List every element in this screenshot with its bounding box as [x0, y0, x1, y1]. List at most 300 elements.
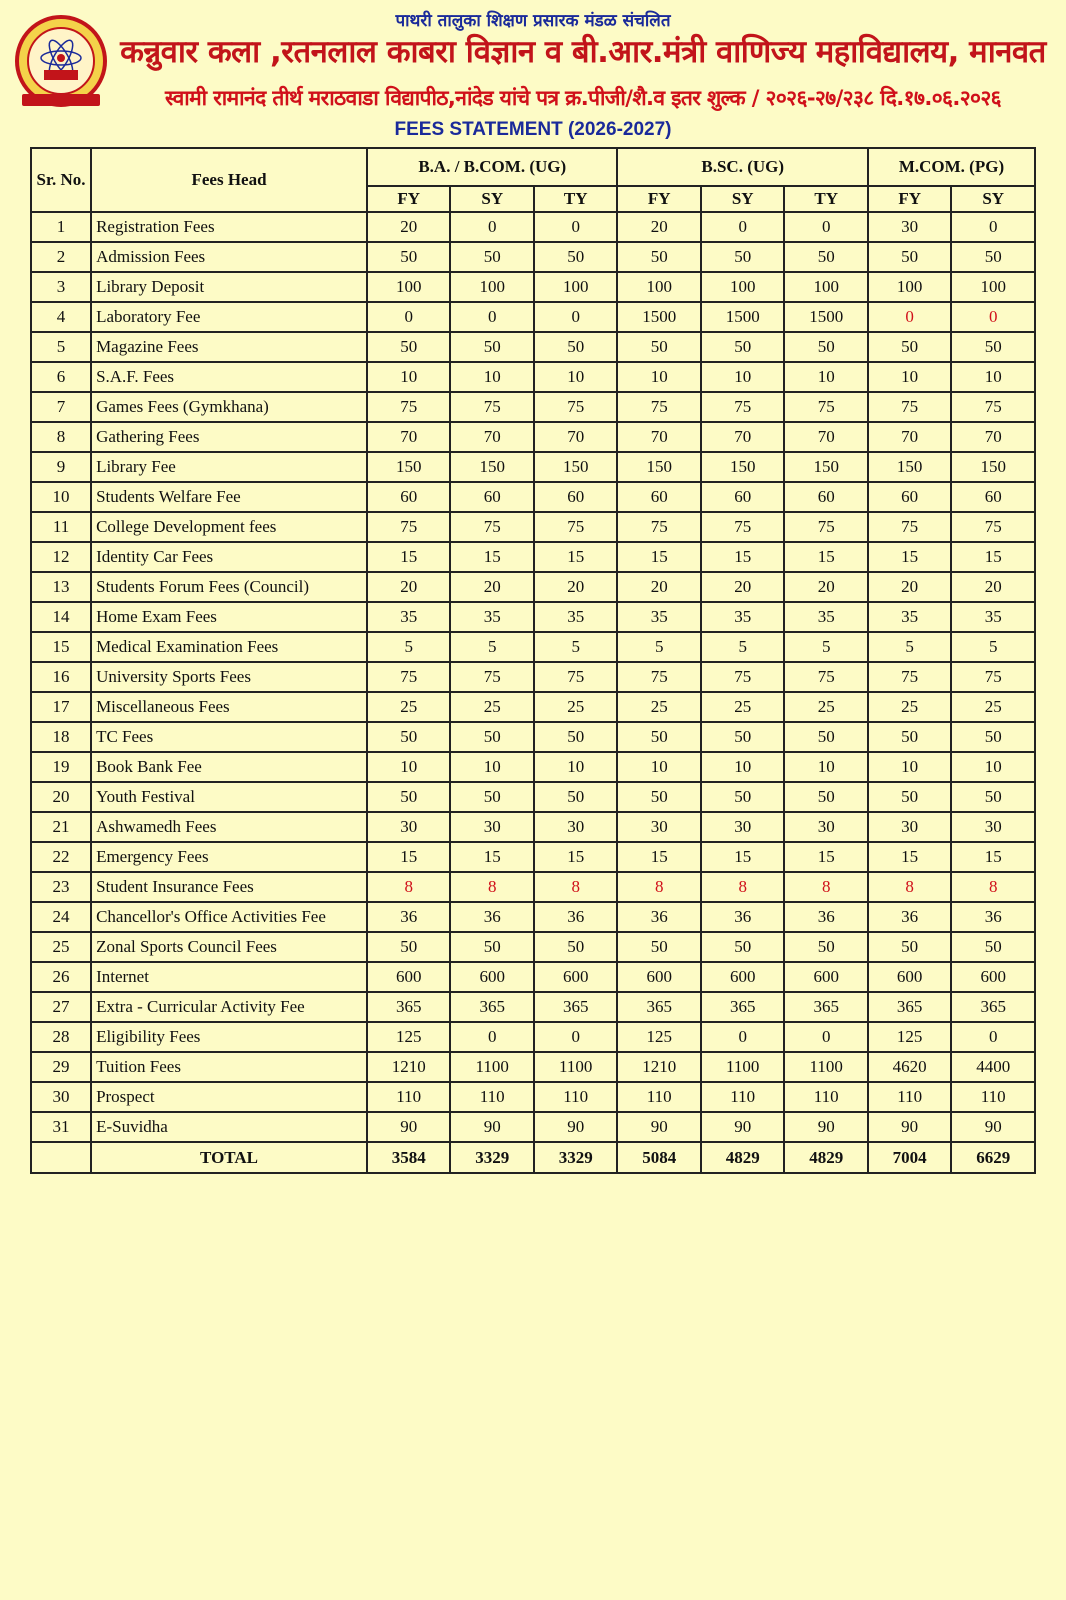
table-row — [31, 662, 1035, 692]
fee-value-cell: 15 — [617, 542, 700, 572]
fee-value-cell: 75 — [450, 512, 533, 542]
fee-value-cell: 8 — [868, 872, 951, 902]
fee-value-cell: 8 — [367, 872, 450, 902]
fee-value-cell: 10 — [450, 362, 533, 392]
fee-value-cell: 50 — [534, 242, 618, 272]
fee-value-cell: 90 — [951, 1112, 1035, 1142]
fee-value-cell: 35 — [450, 602, 533, 632]
fee-value-cell: 10 — [367, 752, 450, 782]
fee-value-cell: 10 — [367, 362, 450, 392]
table-row — [31, 812, 1035, 842]
fee-value-cell: 20 — [784, 572, 867, 602]
fee-value-cell: 90 — [450, 1112, 533, 1142]
header-year: FY — [868, 186, 951, 212]
fee-value-cell: 0 — [951, 302, 1035, 332]
fee-value-cell: 50 — [868, 242, 951, 272]
sr-no-cell: 23 — [31, 872, 91, 902]
fee-value-cell: 0 — [784, 212, 867, 242]
fee-value-cell: 50 — [951, 332, 1035, 362]
table-row — [31, 212, 1035, 242]
table-row — [31, 992, 1035, 1022]
table-row — [31, 782, 1035, 812]
fee-value-cell: 8 — [951, 872, 1035, 902]
sr-no-cell: 29 — [31, 1052, 91, 1082]
fee-value-cell: 70 — [951, 422, 1035, 452]
fee-value-cell: 110 — [617, 1082, 700, 1112]
fee-value-cell: 70 — [534, 422, 618, 452]
total-value: 6629 — [951, 1142, 1035, 1173]
fee-value-cell: 75 — [617, 512, 700, 542]
society-name: पाथरी तालुका शिक्षण प्रसारक मंडळ संचलित — [395, 11, 671, 31]
fees-table-body — [31, 212, 1035, 1142]
total-sr-cell — [31, 1142, 91, 1173]
fee-value-cell: 25 — [868, 692, 951, 722]
fee-value-cell: 50 — [784, 782, 867, 812]
fee-value-cell: 30 — [534, 812, 618, 842]
fee-value-cell: 50 — [701, 932, 784, 962]
fee-value-cell: 50 — [701, 782, 784, 812]
fee-head-cell: Emergency Fees — [91, 842, 367, 872]
fee-value-cell: 75 — [951, 662, 1035, 692]
fee-value-cell: 90 — [617, 1112, 700, 1142]
fee-value-cell: 50 — [367, 782, 450, 812]
fee-value-cell: 5 — [367, 632, 450, 662]
fee-value-cell: 10 — [701, 752, 784, 782]
sr-no-cell: 13 — [31, 572, 91, 602]
sr-no-cell: 2 — [31, 242, 91, 272]
fee-value-cell: 30 — [784, 812, 867, 842]
fee-value-cell: 30 — [617, 812, 700, 842]
fee-head-cell: Tuition Fees — [91, 1052, 367, 1082]
fee-value-cell: 75 — [868, 392, 951, 422]
header-year: FY — [617, 186, 700, 212]
fee-head-cell: Gathering Fees — [91, 422, 367, 452]
statement-title: FEES STATEMENT (2026-2027) — [394, 119, 672, 140]
fee-value-cell: 75 — [534, 662, 618, 692]
fee-value-cell: 8 — [534, 872, 618, 902]
fee-value-cell: 15 — [534, 542, 618, 572]
fee-head-cell: Prospect — [91, 1082, 367, 1112]
fee-value-cell: 60 — [367, 482, 450, 512]
table-row — [31, 1022, 1035, 1052]
fee-value-cell: 30 — [868, 812, 951, 842]
table-row — [31, 842, 1035, 872]
fee-value-cell: 75 — [701, 512, 784, 542]
fee-value-cell: 75 — [367, 512, 450, 542]
fee-value-cell: 70 — [868, 422, 951, 452]
fee-value-cell: 75 — [868, 662, 951, 692]
fee-value-cell: 125 — [367, 1022, 450, 1052]
sr-no-cell: 28 — [31, 1022, 91, 1052]
total-value: 3584 — [367, 1142, 450, 1173]
fee-value-cell: 50 — [534, 932, 618, 962]
fee-value-cell: 30 — [701, 812, 784, 842]
fee-value-cell: 15 — [450, 542, 533, 572]
fee-value-cell: 70 — [450, 422, 533, 452]
sr-no-cell: 12 — [31, 542, 91, 572]
fee-head-cell: Miscellaneous Fees — [91, 692, 367, 722]
fee-value-cell: 15 — [701, 542, 784, 572]
fee-value-cell: 75 — [617, 392, 700, 422]
sr-no-cell: 24 — [31, 902, 91, 932]
fee-value-cell: 110 — [784, 1082, 867, 1112]
fee-value-cell: 35 — [701, 602, 784, 632]
table-row — [31, 602, 1035, 632]
fee-value-cell: 50 — [617, 242, 700, 272]
sr-no-cell: 20 — [31, 782, 91, 812]
sr-no-cell: 31 — [31, 1112, 91, 1142]
fee-value-cell: 30 — [868, 212, 951, 242]
fee-value-cell: 25 — [784, 692, 867, 722]
sr-no-cell: 6 — [31, 362, 91, 392]
table-row — [31, 302, 1035, 332]
table-row — [31, 272, 1035, 302]
fee-value-cell: 5 — [617, 632, 700, 662]
total-value: 3329 — [450, 1142, 533, 1173]
fee-value-cell: 60 — [951, 482, 1035, 512]
fee-value-cell: 1100 — [534, 1052, 618, 1082]
sr-no-cell: 5 — [31, 332, 91, 362]
fee-value-cell: 5 — [701, 632, 784, 662]
header-sr-no: Sr. No. — [31, 148, 91, 212]
fee-value-cell: 20 — [450, 572, 533, 602]
fee-value-cell: 100 — [701, 272, 784, 302]
fee-head-cell: Students Forum Fees (Council) — [91, 572, 367, 602]
total-value: 3329 — [534, 1142, 618, 1173]
fee-head-cell: Admission Fees — [91, 242, 367, 272]
table-row — [31, 872, 1035, 902]
fee-value-cell: 60 — [617, 482, 700, 512]
fee-value-cell: 50 — [450, 332, 533, 362]
fee-head-cell: Students Welfare Fee — [91, 482, 367, 512]
fee-value-cell: 0 — [367, 302, 450, 332]
fee-value-cell: 110 — [868, 1082, 951, 1112]
fee-head-cell: Extra - Curricular Activity Fee — [91, 992, 367, 1022]
fee-value-cell: 60 — [450, 482, 533, 512]
fee-value-cell: 50 — [701, 332, 784, 362]
fee-value-cell: 600 — [617, 962, 700, 992]
fee-value-cell: 150 — [701, 452, 784, 482]
fee-value-cell: 75 — [367, 662, 450, 692]
fee-value-cell: 75 — [784, 512, 867, 542]
header-year: SY — [701, 186, 784, 212]
fee-value-cell: 75 — [784, 392, 867, 422]
fee-value-cell: 36 — [784, 902, 867, 932]
fee-value-cell: 110 — [951, 1082, 1035, 1112]
table-row — [31, 242, 1035, 272]
fee-value-cell: 100 — [367, 272, 450, 302]
fee-head-cell: Medical Examination Fees — [91, 632, 367, 662]
fee-head-cell: Eligibility Fees — [91, 1022, 367, 1052]
fee-value-cell: 36 — [367, 902, 450, 932]
fee-value-cell: 75 — [367, 392, 450, 422]
fee-value-cell: 110 — [701, 1082, 784, 1112]
fee-value-cell: 50 — [617, 932, 700, 962]
fee-value-cell: 35 — [367, 602, 450, 632]
table-row — [31, 1112, 1035, 1142]
table-row — [31, 692, 1035, 722]
fee-value-cell: 600 — [367, 962, 450, 992]
fee-value-cell: 365 — [784, 992, 867, 1022]
fee-value-cell: 15 — [784, 542, 867, 572]
fee-value-cell: 1500 — [617, 302, 700, 332]
fee-value-cell: 15 — [868, 842, 951, 872]
fee-value-cell: 50 — [951, 722, 1035, 752]
fee-value-cell: 75 — [450, 662, 533, 692]
fee-value-cell: 5 — [784, 632, 867, 662]
fee-value-cell: 25 — [367, 692, 450, 722]
fee-value-cell: 15 — [367, 542, 450, 572]
fee-head-cell: Ashwamedh Fees — [91, 812, 367, 842]
fee-value-cell: 75 — [534, 392, 618, 422]
fee-value-cell: 50 — [701, 722, 784, 752]
fee-value-cell: 90 — [367, 1112, 450, 1142]
fee-value-cell: 20 — [868, 572, 951, 602]
fee-head-cell: Internet — [91, 962, 367, 992]
fee-head-cell: TC Fees — [91, 722, 367, 752]
fee-value-cell: 35 — [617, 602, 700, 632]
sr-no-cell: 14 — [31, 602, 91, 632]
fee-value-cell: 0 — [951, 212, 1035, 242]
fee-value-cell: 0 — [450, 1022, 533, 1052]
fee-value-cell: 1500 — [701, 302, 784, 332]
fee-value-cell: 0 — [450, 212, 533, 242]
fee-value-cell: 30 — [367, 812, 450, 842]
fee-value-cell: 10 — [951, 752, 1035, 782]
fee-value-cell: 8 — [701, 872, 784, 902]
fee-value-cell: 365 — [534, 992, 618, 1022]
fee-value-cell: 30 — [450, 812, 533, 842]
fee-value-cell: 100 — [868, 272, 951, 302]
fee-value-cell: 150 — [534, 452, 618, 482]
fee-value-cell: 0 — [534, 212, 618, 242]
table-row — [31, 902, 1035, 932]
sr-no-cell: 21 — [31, 812, 91, 842]
fee-value-cell: 50 — [367, 932, 450, 962]
fee-value-cell: 0 — [534, 1022, 618, 1052]
fee-value-cell: 60 — [784, 482, 867, 512]
fee-value-cell: 50 — [701, 242, 784, 272]
fee-value-cell: 75 — [450, 392, 533, 422]
fee-value-cell: 15 — [701, 842, 784, 872]
fee-value-cell: 36 — [868, 902, 951, 932]
total-row — [31, 1142, 1035, 1173]
fee-value-cell: 35 — [951, 602, 1035, 632]
table-row — [31, 332, 1035, 362]
fee-value-cell: 70 — [701, 422, 784, 452]
fee-head-cell: Chancellor's Office Activities Fee — [91, 902, 367, 932]
fee-value-cell: 50 — [367, 332, 450, 362]
header-group-mcom: M.COM. (PG) — [868, 148, 1035, 186]
fee-value-cell: 50 — [534, 722, 618, 752]
university-letter-ref: स्वामी रामानंद तीर्थ मराठवाडा विद्यापीठ,नांदेड यांचे पत्र क्र.पीजी/शै.व इतर शुल्क / २०२६-२७/२३८ दि.१७.०६.२०२६ — [165, 86, 1001, 110]
header-group-ba-bcom: B.A. / B.COM. (UG) — [367, 148, 617, 186]
table-row — [31, 482, 1035, 512]
table-row — [31, 932, 1035, 962]
table-row — [31, 422, 1035, 452]
college-name: कन्नुवार कला ,रतनलाल काबरा विज्ञान व बी.आर.मंत्री वाणिज्य महाविद्यालय, मानवत — [120, 34, 1046, 70]
fee-value-cell: 1500 — [784, 302, 867, 332]
table-row — [31, 572, 1035, 602]
fee-value-cell: 50 — [868, 332, 951, 362]
fee-value-cell: 25 — [534, 692, 618, 722]
fee-value-cell: 5 — [868, 632, 951, 662]
table-row — [31, 512, 1035, 542]
fee-head-cell: Library Deposit — [91, 272, 367, 302]
fee-value-cell: 70 — [367, 422, 450, 452]
fee-value-cell: 0 — [534, 302, 618, 332]
fee-head-cell: S.A.F. Fees — [91, 362, 367, 392]
table-row — [31, 752, 1035, 782]
fee-value-cell: 600 — [951, 962, 1035, 992]
fee-head-cell: Youth Festival — [91, 782, 367, 812]
fee-value-cell: 8 — [617, 872, 700, 902]
fee-value-cell: 90 — [534, 1112, 618, 1142]
total-value: 4829 — [701, 1142, 784, 1173]
sr-no-cell: 8 — [31, 422, 91, 452]
fee-head-cell: Games Fees (Gymkhana) — [91, 392, 367, 422]
fee-value-cell: 15 — [534, 842, 618, 872]
fee-value-cell: 10 — [784, 362, 867, 392]
fee-value-cell: 100 — [450, 272, 533, 302]
fee-value-cell: 70 — [784, 422, 867, 452]
fee-value-cell: 50 — [534, 332, 618, 362]
sr-no-cell: 22 — [31, 842, 91, 872]
fee-value-cell: 50 — [951, 932, 1035, 962]
fee-value-cell: 75 — [868, 512, 951, 542]
fee-value-cell: 50 — [617, 722, 700, 752]
fee-value-cell: 50 — [450, 722, 533, 752]
fee-value-cell: 60 — [534, 482, 618, 512]
fee-value-cell: 50 — [450, 242, 533, 272]
fee-value-cell: 15 — [868, 542, 951, 572]
fee-value-cell: 110 — [450, 1082, 533, 1112]
fee-value-cell: 10 — [617, 362, 700, 392]
fee-value-cell: 75 — [951, 392, 1035, 422]
fee-value-cell: 75 — [617, 662, 700, 692]
header-year: SY — [450, 186, 533, 212]
fee-head-cell: Library Fee — [91, 452, 367, 482]
fee-value-cell: 50 — [450, 932, 533, 962]
table-row — [31, 1082, 1035, 1112]
total-label: TOTAL — [91, 1142, 367, 1173]
fee-value-cell: 1210 — [367, 1052, 450, 1082]
fee-value-cell: 75 — [784, 662, 867, 692]
header-year: TY — [784, 186, 867, 212]
fee-value-cell: 50 — [367, 242, 450, 272]
table-row — [31, 722, 1035, 752]
sr-no-cell: 7 — [31, 392, 91, 422]
sr-no-cell: 15 — [31, 632, 91, 662]
fee-value-cell: 5 — [450, 632, 533, 662]
fee-value-cell: 50 — [784, 242, 867, 272]
fee-value-cell: 90 — [868, 1112, 951, 1142]
fee-value-cell: 90 — [701, 1112, 784, 1142]
fee-value-cell: 150 — [951, 452, 1035, 482]
fee-value-cell: 125 — [868, 1022, 951, 1052]
fee-value-cell: 10 — [868, 752, 951, 782]
fee-value-cell: 50 — [951, 242, 1035, 272]
sr-no-cell: 19 — [31, 752, 91, 782]
table-row — [31, 962, 1035, 992]
fee-value-cell: 20 — [534, 572, 618, 602]
fee-value-cell: 0 — [784, 1022, 867, 1052]
fee-value-cell: 75 — [701, 662, 784, 692]
table-row — [31, 392, 1035, 422]
table-row — [31, 632, 1035, 662]
fee-value-cell: 75 — [701, 392, 784, 422]
header-year: FY — [367, 186, 450, 212]
fee-value-cell: 50 — [367, 722, 450, 752]
fee-value-cell: 10 — [534, 752, 618, 782]
sr-no-cell: 17 — [31, 692, 91, 722]
header-fees-head: Fees Head — [91, 148, 367, 212]
fee-value-cell: 50 — [784, 722, 867, 752]
fee-value-cell: 20 — [701, 572, 784, 602]
sr-no-cell: 11 — [31, 512, 91, 542]
fee-value-cell: 110 — [534, 1082, 618, 1112]
fee-head-cell: Magazine Fees — [91, 332, 367, 362]
fee-value-cell: 75 — [951, 512, 1035, 542]
header-year: TY — [534, 186, 618, 212]
fee-value-cell: 10 — [868, 362, 951, 392]
fee-value-cell: 365 — [868, 992, 951, 1022]
fee-value-cell: 36 — [617, 902, 700, 932]
fee-value-cell: 0 — [701, 212, 784, 242]
fee-value-cell: 150 — [617, 452, 700, 482]
fee-value-cell: 110 — [367, 1082, 450, 1112]
fee-value-cell: 600 — [868, 962, 951, 992]
fee-head-cell: University Sports Fees — [91, 662, 367, 692]
fee-value-cell: 36 — [450, 902, 533, 932]
fee-value-cell: 0 — [701, 1022, 784, 1052]
fee-value-cell: 100 — [951, 272, 1035, 302]
fee-head-cell: Identity Car Fees — [91, 542, 367, 572]
fee-value-cell: 4620 — [868, 1052, 951, 1082]
sr-no-cell: 9 — [31, 452, 91, 482]
fee-value-cell: 150 — [784, 452, 867, 482]
fee-value-cell: 365 — [701, 992, 784, 1022]
fee-value-cell: 365 — [367, 992, 450, 1022]
fee-value-cell: 100 — [617, 272, 700, 302]
fee-value-cell: 50 — [868, 932, 951, 962]
fee-value-cell: 0 — [868, 302, 951, 332]
fee-value-cell: 75 — [534, 512, 618, 542]
fee-value-cell: 50 — [868, 722, 951, 752]
fee-value-cell: 150 — [367, 452, 450, 482]
fees-table — [30, 147, 1036, 1174]
fee-head-cell: College Development fees — [91, 512, 367, 542]
fee-value-cell: 1100 — [450, 1052, 533, 1082]
total-value: 5084 — [617, 1142, 700, 1173]
fee-value-cell: 10 — [951, 362, 1035, 392]
fee-value-cell: 20 — [951, 572, 1035, 602]
fee-value-cell: 50 — [617, 782, 700, 812]
fee-value-cell: 25 — [450, 692, 533, 722]
fee-value-cell: 50 — [617, 332, 700, 362]
sr-no-cell: 30 — [31, 1082, 91, 1112]
fee-head-cell: Registration Fees — [91, 212, 367, 242]
table-row — [31, 1052, 1035, 1082]
table-row — [31, 542, 1035, 572]
fee-value-cell: 25 — [701, 692, 784, 722]
fee-value-cell: 50 — [951, 782, 1035, 812]
fee-value-cell: 15 — [951, 542, 1035, 572]
fee-value-cell: 0 — [951, 1022, 1035, 1052]
fee-value-cell: 100 — [534, 272, 618, 302]
sr-no-cell: 10 — [31, 482, 91, 512]
fee-value-cell: 150 — [450, 452, 533, 482]
